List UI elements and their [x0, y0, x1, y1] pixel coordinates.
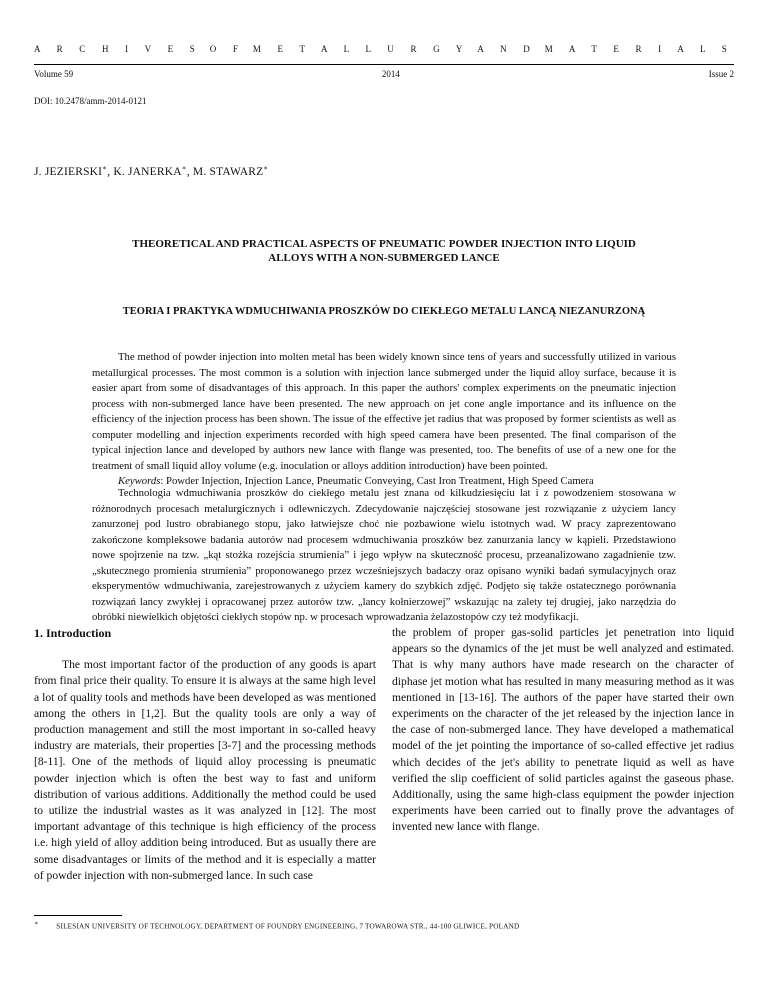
- left-column: [34, 625, 376, 884]
- intro-paragraph-continued: the problem of proper gas-solid particles jet penetration into liquid appears so the dynamics of the jet must be well analyzed and estimated. That is why many authors have made research on the character of diphase jet motion what has resulted in many measuring method as it was mentioned in [13-16]. The authors of the paper have started their own experiments on the character of the jet released by the injection lance in the case of non-submerged lance. They have developed a mathematical model of the jet pointing the importance of so-called effective jet radius which decides of the jet's ability to penetrate liquid as well as have verified the slip coefficient of solid particles against the gaseous phase. Additionally, using the same high-class equipment the powder injection experiments have been carried out to finally prove the advantages of invented new lance with flange.: [392, 626, 734, 834]
- keywords-list: : Powder Injection, Injection Lance, Pneumatic Conveying, Cast Iron Treatment, High Speed Camera: [160, 475, 594, 487]
- authors: [34, 164, 268, 178]
- paper-title-polish: TEORIA I PRAKTYKA WDMUCHIWANIA PROSZKÓW DO CIEKŁEGO METALU LANCĄ NIEZANURZONĄ: [122, 306, 646, 317]
- abstract-polish: [92, 486, 676, 626]
- right-column: [392, 625, 734, 836]
- masthead-word: A R C H I V E S: [34, 44, 202, 54]
- author-list: J. JEZIERSKI∗, K. JANERKA∗, M. STAWARZ∗: [34, 164, 269, 178]
- masthead-word: M E T A L L U R G Y: [252, 44, 470, 54]
- intro-paragraph: The most important factor of the production of any goods is apart from final price their quality. To ensure it is always at the same high level a lot of quality tools and methods have been developed as was mentioned among the others in [1,2]. But the quality tools are only a way of production management and still the most important in so-called heavy industry are materials, their properties [3-7] and the processing methods [8-11]. One of the methods of liquid alloy processing is pneumatic powder injection which is often the best way to fast and uniform distribution of various additions. Additionally the method could be used to utilize the industrial wastes as it was analyzed in [12]. The most important advantage of this technique is high efficiency of the process i.e. high yield of alloy addition being introduced. But as usually there are some disadvantages or limits of the method and it is especially a matter of powder injection with non-submerged lance. In such case: [34, 658, 376, 882]
- masthead-word: M A T E R I A L S: [544, 44, 734, 54]
- masthead-word: O F: [209, 44, 246, 54]
- doi[interactable]: DOI: 10.2478/amm-2014-0121: [34, 96, 147, 106]
- section-heading: 1. Introduction: [34, 626, 112, 640]
- author-mark: ∗: [102, 164, 108, 172]
- keywords-label: Keywords: [118, 475, 161, 487]
- year: 2014: [381, 69, 400, 79]
- author-mark: ∗: [181, 164, 187, 172]
- footnote-mark: ∗: [34, 921, 39, 927]
- abstract-english: [92, 350, 676, 490]
- title-line: THEORETICAL AND PRACTICAL ASPECTS OF PNEUMATIC POWDER INJECTION INTO LIQUID: [132, 238, 636, 250]
- abstract-text: The method of powder injection into molten metal has been widely known since tens of years and successfully utilized in various metallurgical processes. The most common is a solution with injection lance submerged under the liquid alloy surface, because it is easier apart from some of disadvantages of this approach. In this paper the authors' complex experiments on the pneumatic injection process with non-submerged lance have been presented. The new approach on jet cone angle importance and its influence on the efficiency of the injection process has been shown. The issue of the effective jet radius that was proposed by former scientists as well as computer modelling and injection experiments recorded with high speed camera have been presented. The final comparison of the typical injection lance and developed by authors new lance with flange was presented, too. The benefits of use of a new one for the treatment of small liquid alloy volume (e.g. inoculation or alloys addition introduction) have been pointed.: [92, 351, 676, 472]
- journal-masthead: [34, 44, 734, 54]
- issue-info: [34, 69, 734, 79]
- footnote-rule: [34, 915, 122, 916]
- footnote-text: SILESIAN UNIVERSITY OF TECHNOLOGY, DEPARTMENT OF FOUNDRY ENGINEERING, 7 TOWAROWA STR., 44-100 GLIWICE, POLAND: [56, 922, 520, 931]
- abstract-text: Technologia wdmuchiwania proszków do ciekłego metalu jest znana od kilkudziesięciu lat i z powodzeniem stosowana w różnorodnych procesach metalurgicznych i odlewniczych. Zdecydowanie najczęściej stosowane jest rozwiązanie z użyciem lancy zanurzonej pod lustro obrabianego stopu, jako łatwiejsze choć nie pozbawione wielu istotnych wad. W pracy zaprezentowano zakończone kompleksowe badania autorów nad procesem wdmuchiwania proszków bez zanurzania lancy w kąpieli. Przedstawiono nowe spojrzenie na tzw. „kąt stożka rozejścia strumienia” i jego wpływ na skuteczność procesu, przeanalizowano zagadnienie tzw. „skutecznego promienia strumienia” proponowanego przez wcześniejszych badaczy oraz opisano wyniki badań symulacyjnych oraz eksperymentów wdmuchiwania, zarejestrowanych z użyciem kamery do szybkich zdjęć. Podjęto się także ostatecznego porównania rozwiązań lancy zwykłej i opracowanej przez autorów tzw. „lancy kołnierzowej” wskazując na zalety tej drugiej, jako narzędzia do obróbki niewielkich objętości ciekłych stopów np. w procesach wprowadzania żelazostopów czy też modyfikacji.: [92, 487, 676, 623]
- header-rule: [34, 64, 734, 65]
- title-line: ALLOYS WITH A NON-SUBMERGED LANCE: [268, 252, 500, 264]
- masthead-word: A N D: [477, 44, 537, 54]
- author-mark: ∗: [263, 164, 269, 172]
- paper-title-english: [60, 237, 708, 265]
- affiliation-footnote: [34, 920, 519, 930]
- volume: Volume 59: [34, 69, 74, 79]
- issue: Issue 2: [708, 69, 734, 79]
